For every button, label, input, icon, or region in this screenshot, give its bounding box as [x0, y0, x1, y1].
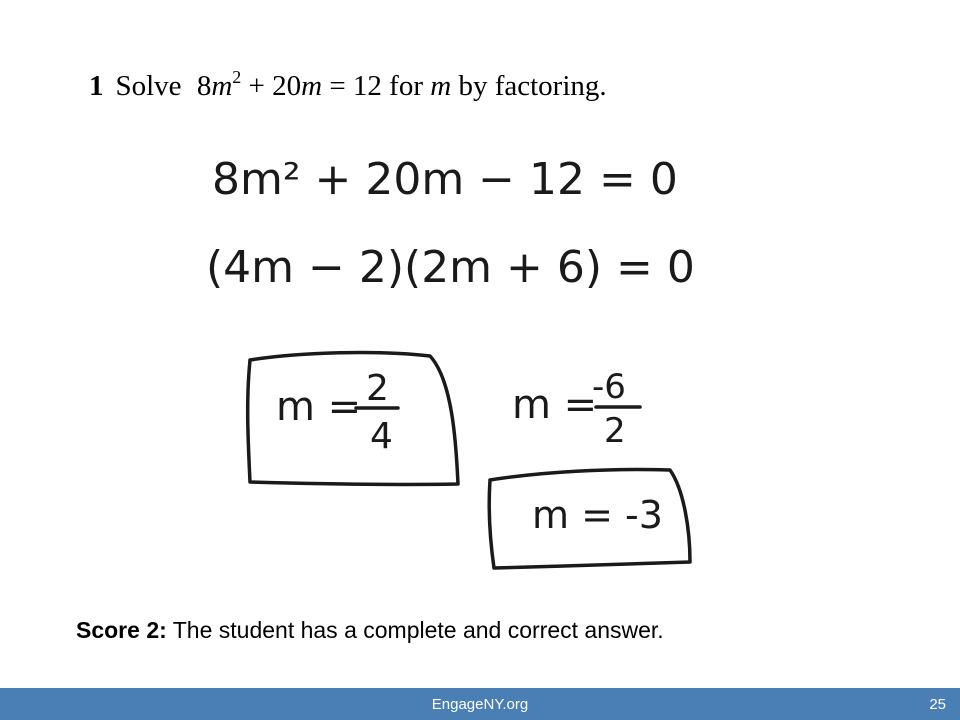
footer-site: EngageNY.org	[431, 696, 529, 713]
equation-var-2: m	[301, 70, 323, 102]
page-number: 25	[929, 696, 946, 713]
equation-plus-term: + 20	[241, 70, 302, 102]
score-comment	[76, 617, 664, 644]
question-number: 1	[89, 70, 104, 102]
answer-3: m = -3	[532, 493, 663, 537]
answer-1-lhs: m =	[276, 384, 362, 430]
answer-2-denominator: 2	[604, 411, 626, 451]
work-line-2: (4m − 2)(2m + 6) = 0	[206, 242, 695, 293]
equation-var: m	[211, 70, 233, 102]
answer-1-numerator: 2	[366, 368, 389, 409]
footer-bar	[0, 688, 960, 720]
work-line-1: 8m² + 20m − 12 = 0	[212, 154, 678, 205]
solve-word: Solve	[115, 70, 182, 102]
equation-equals: = 12 for	[322, 70, 431, 102]
score-label: Score 2:	[76, 617, 167, 643]
answer-2-lhs: m =	[512, 382, 598, 428]
answer-1-denominator: 4	[370, 416, 393, 457]
question-tail: by factoring.	[451, 70, 607, 102]
answer-2-numerator: -6	[592, 367, 626, 407]
for-var: m	[430, 70, 452, 102]
score-text: The student has a complete and correct answer.	[166, 617, 664, 643]
equation-coef: 8	[196, 70, 212, 102]
equation-exponent: 2	[232, 67, 242, 87]
